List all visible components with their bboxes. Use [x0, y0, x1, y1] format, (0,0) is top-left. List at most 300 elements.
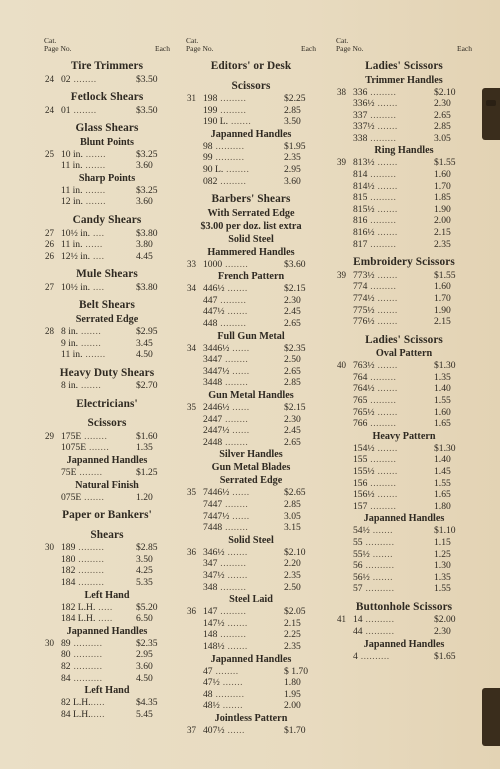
price-row [186, 618, 316, 630]
item-number [203, 414, 248, 426]
price: 1.90 [434, 304, 451, 316]
price-row [336, 537, 472, 549]
leader-dots: ......... [217, 558, 247, 570]
item-number-text: 814½ [353, 180, 375, 192]
price: 1.55 [434, 583, 451, 595]
section-heading: Buttonhole Scissors [355, 600, 453, 613]
leader-dots: .......... [212, 152, 245, 164]
price: 1.60 [434, 281, 451, 293]
price-row [44, 251, 170, 263]
item-number-text: 56½ [353, 571, 370, 583]
item-number [203, 283, 248, 295]
item-number-text: 2447 [203, 413, 223, 425]
item-number-text: 10 in. [61, 148, 83, 160]
item-number-text: 98 [203, 140, 213, 152]
item-number [61, 577, 104, 589]
leader-dots: ....... [224, 640, 248, 652]
catalog-page-number: 40 [337, 360, 346, 371]
item-number [203, 582, 246, 594]
item-number-text: 336 [353, 86, 368, 98]
subheading: Gun Metal Blades [211, 462, 291, 474]
catalog-page-number: 30 [45, 542, 54, 553]
price-row [336, 407, 472, 419]
leader-dots: ....... [374, 269, 398, 281]
price-row [336, 443, 472, 455]
price-row [336, 560, 472, 572]
item-number [353, 583, 394, 595]
price: 2.85 [284, 377, 301, 389]
subheading: Blunt Points [79, 136, 135, 148]
price: $3.50 [136, 73, 158, 85]
item-number-text: 48 [203, 688, 213, 700]
price-row [186, 511, 316, 523]
price-row [44, 380, 170, 392]
price: $1.95 [284, 140, 306, 152]
item-number [61, 326, 101, 338]
leader-dots: ....... [369, 571, 393, 583]
price: 4.25 [136, 565, 153, 577]
leader-dots: ......... [367, 281, 397, 293]
item-number [61, 282, 105, 294]
item-number-text: 816 [353, 215, 368, 227]
subheading: Jointless Pattern [214, 712, 288, 724]
item-number [353, 110, 396, 122]
item-number [353, 454, 396, 466]
item-number [353, 407, 398, 419]
catalog-page-number: 26 [45, 239, 54, 250]
price-row [44, 638, 170, 650]
price: $ 1.70 [284, 665, 308, 677]
price: $2.15 [284, 283, 306, 295]
leader-dots: .......... [212, 140, 245, 152]
leader-dots: ......... [217, 606, 247, 618]
price: 2.30 [284, 294, 301, 306]
price-row [44, 105, 170, 117]
page-no-label: Page No. [186, 44, 214, 53]
leader-dots: ......... [367, 109, 397, 121]
item-number-text: 773½ [353, 269, 375, 281]
item-number-text: 82 [61, 660, 71, 672]
price: 1.30 [434, 560, 451, 572]
item-number-text: 184 L.H. [61, 613, 96, 625]
price: 4.45 [136, 250, 153, 262]
price: $2.95 [136, 325, 158, 337]
binder-tab-notch [486, 100, 496, 106]
price: $3.25 [136, 148, 158, 160]
subheading: Ring Handles [374, 145, 434, 157]
price-row [186, 402, 316, 414]
price-row [44, 649, 170, 661]
item-number [353, 395, 396, 407]
item-number [203, 141, 244, 153]
item-number [353, 501, 396, 513]
leader-dots: ......... [367, 192, 397, 204]
leader-dots: ......... [217, 318, 247, 330]
price: 1.40 [434, 454, 451, 466]
price: 1.55 [434, 477, 451, 489]
item-number-text: 10½ in. [61, 281, 91, 293]
price-row [336, 215, 472, 227]
price-row [186, 377, 316, 389]
price-row [186, 582, 316, 594]
price-row [186, 259, 316, 271]
subheading: Japanned Handles [363, 513, 445, 525]
price: 3.60 [284, 175, 301, 187]
item-number-text: 817 [353, 238, 368, 250]
item-number-text: 3448 [203, 377, 223, 389]
price: 1.55 [434, 394, 451, 406]
item-number [353, 239, 396, 251]
item-number [353, 316, 398, 328]
item-number-text: 11 in. [61, 349, 83, 361]
item-number-text: 199 [203, 104, 218, 116]
catalog-page-number: 24 [45, 104, 54, 115]
leader-dots: ......... [75, 576, 105, 588]
leader-dots: ........ [222, 413, 249, 425]
price: 2.45 [284, 306, 301, 318]
item-number [353, 293, 398, 305]
price-row [336, 614, 472, 626]
catalog-page-number: 24 [45, 73, 54, 84]
item-number-text: 1075E [61, 442, 87, 454]
item-number-text: 338 [353, 132, 368, 144]
catalog-page-number: 36 [187, 546, 196, 557]
item-number [353, 560, 394, 572]
item-number [353, 270, 398, 282]
section-heading: Heavy Duty Shears [59, 366, 155, 379]
item-number-text: 814 [353, 169, 368, 181]
price: 2.15 [434, 227, 451, 239]
leader-dots: ....... [374, 292, 398, 304]
item-number-text: 147½ [203, 617, 225, 629]
price-row [336, 454, 472, 466]
item-number-text: 75E [61, 467, 77, 478]
price: $1.25 [136, 467, 158, 478]
leader-dots: .......... [362, 625, 395, 637]
item-number-text: 11 in. [61, 239, 83, 251]
catalog-page-number: 27 [45, 227, 54, 238]
leader-dots: ....... [228, 116, 252, 128]
leader-dots: ....... [82, 148, 107, 160]
item-number-text: 55½ [353, 548, 370, 560]
price: 1.20 [136, 491, 153, 503]
price: $2.35 [284, 342, 306, 354]
catalog-page-number: 39 [337, 157, 346, 168]
price-row [44, 228, 170, 240]
item-number-text: 147 [203, 606, 218, 618]
price: $1.55 [434, 269, 456, 281]
item-number [203, 725, 245, 737]
price-row [186, 689, 316, 701]
subheading: Oval Pattern [375, 348, 433, 360]
item-number [353, 215, 396, 227]
item-number-text: 766 [353, 418, 368, 430]
price-row [186, 141, 316, 153]
item-number [61, 149, 106, 161]
price-row [186, 487, 316, 499]
price-row [186, 570, 316, 582]
price-row [186, 152, 316, 164]
leader-dots: ........ [222, 522, 249, 534]
item-number-text: 346½ [203, 546, 225, 558]
price: 1.85 [434, 192, 451, 204]
price-row [336, 110, 472, 122]
leader-dots: ......... [217, 104, 247, 116]
price-row [336, 383, 472, 395]
leader-dots: ....... [374, 465, 398, 477]
price: 3.60 [136, 160, 153, 172]
leader-dots: .......... [362, 536, 395, 548]
leader-dots: ....... [78, 325, 102, 337]
price: 2.85 [284, 104, 301, 116]
leader-dots: ......... [217, 175, 247, 187]
each-label: Each [457, 44, 472, 53]
subheading: Solid Steel [228, 534, 274, 546]
catalog-page-number: 27 [45, 281, 54, 292]
price: 1.15 [434, 536, 451, 548]
leader-dots: ....... [374, 203, 398, 215]
price-row [44, 577, 170, 589]
item-number-text: 764 [353, 371, 368, 383]
item-number [61, 602, 113, 614]
item-number-text: 082 [203, 175, 218, 187]
subheading: Steel Laid [229, 594, 273, 606]
subheading: Serrated Edge [75, 313, 139, 325]
catalog-page-number: 26 [45, 250, 54, 261]
item-number [203, 164, 249, 176]
leader-dots: .... [90, 227, 105, 239]
leader-dots: ....... [78, 337, 102, 349]
item-number-text: 198 [203, 93, 218, 104]
price-row [44, 467, 170, 479]
item-number-text: 2448 [203, 436, 223, 448]
item-number [203, 666, 239, 678]
price: 2.35 [284, 152, 301, 164]
item-number [353, 169, 396, 181]
catalog-page-number: 34 [187, 283, 196, 294]
item-number-text: 54½ [353, 525, 370, 537]
leader-dots: ....... [81, 491, 105, 503]
price-row [336, 478, 472, 490]
price: 1.45 [434, 465, 451, 477]
price-row [336, 169, 472, 181]
price: 3.60 [136, 196, 153, 208]
item-number [61, 554, 104, 566]
price-row [336, 525, 472, 537]
leader-dots: ......... [367, 132, 397, 144]
item-number [61, 338, 101, 350]
item-number-text: 7448 [203, 522, 223, 534]
item-number-text: 44 [353, 625, 363, 637]
leader-dots: ....... [219, 677, 243, 689]
price-row [186, 437, 316, 449]
item-number [353, 614, 394, 626]
section-heading: Shears [90, 528, 124, 541]
item-number [353, 549, 393, 561]
price: 3.05 [284, 510, 301, 522]
catalog-page-number: 39 [337, 269, 346, 280]
page-no-label: Page No. [44, 44, 72, 53]
item-number [353, 133, 396, 145]
subheading: Japanned Handles [66, 455, 148, 466]
subheading: Solid Steel [228, 233, 274, 245]
item-number-text: 8 in. [61, 380, 79, 392]
item-number [203, 93, 246, 105]
leader-dots: ........ [212, 665, 239, 677]
leader-dots: ........ [76, 467, 103, 478]
cat-label: Cat. [336, 36, 349, 45]
section-heading: Ladies' Scissors [365, 60, 443, 72]
leader-dots: ...... [229, 425, 250, 437]
item-number [203, 570, 248, 582]
leader-dots: ....... [374, 98, 398, 110]
price-row [336, 466, 472, 478]
price-row [186, 164, 316, 176]
catalog-page-number: 38 [337, 86, 346, 97]
item-number-text: 154½ [353, 442, 375, 454]
item-number-text: 764½ [353, 383, 375, 395]
catalog-page-number: 25 [45, 148, 54, 159]
section-heading: Scissors [87, 417, 127, 430]
section-heading: Ladies' Scissors [365, 333, 443, 346]
price: 2.50 [284, 581, 301, 593]
price: $1.70 [284, 724, 306, 736]
price-row [44, 349, 170, 361]
price-row [336, 157, 472, 169]
price-row [44, 196, 170, 208]
price-row [336, 181, 472, 193]
price: 1.65 [434, 489, 451, 501]
subheading: With Serrated Edge [207, 207, 295, 219]
price: 4.50 [136, 349, 153, 361]
item-number [353, 181, 398, 193]
item-number [353, 372, 396, 384]
leader-dots: .......... [70, 672, 103, 684]
leader-dots: ....... [82, 184, 106, 196]
item-number [353, 360, 398, 372]
section-heading: Paper or Bankers' [62, 509, 152, 522]
item-number [61, 442, 109, 454]
item-number-text: 180 [61, 553, 76, 565]
price-row [44, 554, 170, 566]
item-number [203, 499, 248, 511]
price: $4.35 [136, 697, 158, 709]
subheading: Sharp Points [78, 172, 136, 184]
subheading: Japanned Handles [210, 653, 292, 665]
price-row [186, 700, 316, 712]
leader-dots: ........ [223, 163, 250, 175]
item-number-text: 765½ [353, 406, 375, 418]
price-row [186, 677, 316, 689]
item-number-text: 3447 [203, 354, 223, 366]
price-row [186, 105, 316, 117]
price-row [186, 666, 316, 678]
price: 1.65 [434, 418, 451, 430]
price: 5.45 [136, 708, 153, 720]
item-number-text: 816½ [353, 227, 375, 239]
item-number-text: 347 [203, 558, 218, 570]
item-number [203, 606, 246, 618]
binder-tab-bottom [482, 688, 500, 746]
each-label: Each [301, 44, 316, 53]
price-row [336, 239, 472, 251]
section-heading: Glass Shears [75, 122, 139, 135]
leader-dots: ..... [95, 601, 113, 613]
item-number-text: 763½ [353, 360, 375, 372]
price: 5.35 [136, 576, 153, 588]
price: 2.15 [434, 316, 451, 328]
price: $2.10 [434, 86, 456, 98]
page-no-label: Page No. [336, 44, 364, 53]
item-number-text: 774½ [353, 292, 375, 304]
subheading: French Pattern [217, 271, 285, 283]
item-number [203, 354, 248, 366]
item-number [353, 651, 390, 663]
item-number [353, 525, 393, 537]
leader-dots: ...... [229, 487, 250, 499]
catalog-page-number: 41 [337, 614, 346, 625]
leader-dots: ....... [224, 306, 248, 318]
catalog-page-number: 34 [187, 342, 196, 353]
price: $3.80 [136, 281, 158, 293]
price: 2.45 [284, 425, 301, 437]
leader-dots: ......... [367, 371, 397, 383]
leader-dots: ......... [217, 93, 247, 104]
subheading: Left Hand [84, 685, 130, 697]
price-row [336, 293, 472, 305]
item-number [353, 466, 398, 478]
item-number [353, 98, 398, 110]
catalog-page-number: 28 [45, 325, 54, 336]
subheading: Japanned Handles [66, 625, 148, 637]
price-row [44, 338, 170, 350]
price: 2.35 [284, 569, 301, 581]
section-heading: Barbers' Shears [211, 193, 291, 206]
leader-dots: .......... [70, 660, 103, 672]
price: 3.15 [284, 522, 301, 534]
item-number-text: 7447½ [203, 510, 230, 522]
price-row [44, 709, 170, 721]
subheading: Silver Handles [219, 449, 283, 461]
leader-dots: .... [90, 281, 105, 293]
item-number [353, 489, 398, 501]
item-number [203, 437, 248, 449]
leader-dots: .......... [70, 637, 103, 649]
price: 2.65 [434, 109, 451, 121]
subheading: Heavy Pattern [372, 430, 436, 442]
price-row [186, 522, 316, 534]
item-number [203, 402, 250, 414]
leader-dots: ....... [374, 360, 398, 372]
item-number [203, 343, 250, 355]
item-number [203, 377, 248, 389]
price: 1.35 [434, 571, 451, 583]
item-number-text: 2446½ [203, 402, 230, 413]
price: $2.35 [136, 637, 158, 649]
item-number-text: 337 [353, 109, 368, 121]
item-number [353, 204, 398, 216]
leader-dots: ...... [229, 402, 250, 413]
price: $1.65 [434, 650, 456, 662]
item-number-text: 184 [61, 576, 76, 588]
item-number-text: 2447½ [203, 425, 230, 437]
catalog-page-number: 30 [45, 637, 54, 648]
leader-dots: .... [90, 250, 105, 262]
item-number-text: 155½ [353, 465, 375, 477]
item-number [203, 152, 244, 164]
leader-dots: ...... [229, 510, 250, 522]
column-header [44, 37, 170, 59]
